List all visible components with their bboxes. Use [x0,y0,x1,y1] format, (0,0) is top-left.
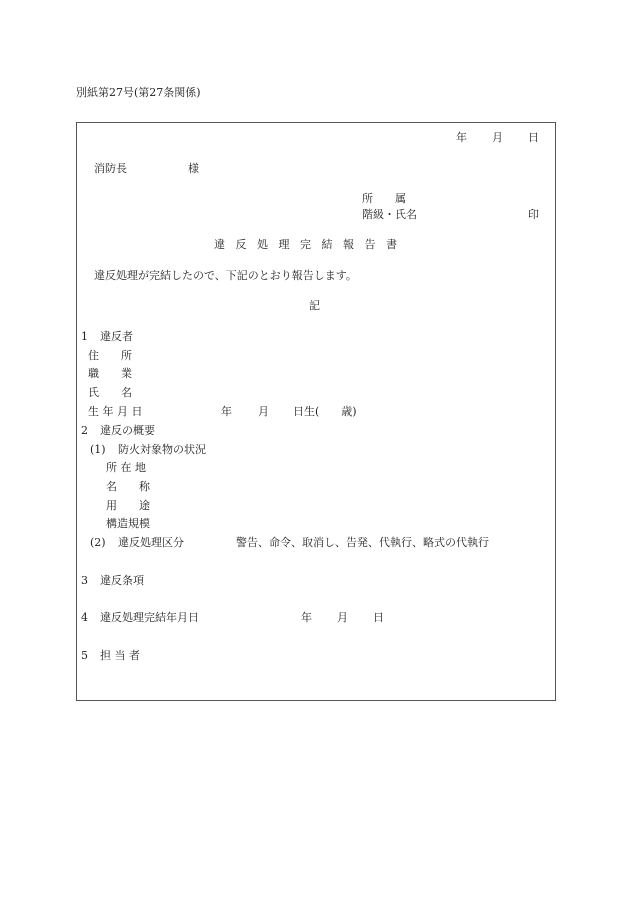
title-char: 反 [235,238,247,251]
subsection1-number: (1) [90,443,106,456]
birth-day-age-label: 日生( 歳) [293,405,357,418]
location-label: 所 在 地 [106,461,146,474]
completion-year-label: 年 [301,611,312,624]
section2-heading: 違反の概要 [100,424,155,437]
subsection2-label: 違反処理区分 [118,536,184,549]
completion-day-label: 日 [373,611,384,624]
title-char: 処 [257,238,268,251]
completion-month-label: 月 [337,611,348,624]
addressee-name: 消防長 [94,162,127,175]
occupation-label: 職 業 [88,367,132,380]
structure-label: 構造規模 [106,517,150,530]
address-label: 住 所 [88,349,132,362]
title-char: 理 [278,238,290,251]
section1-number: 1 [81,330,88,343]
person-name-label: 氏 名 [88,386,132,399]
intro-text: 違反処理が完結したので、下記のとおり報告します。 [94,269,357,282]
title-char: 書 [386,238,397,251]
rank-name-label: 階級・氏名 [362,208,417,221]
section1-heading: 違反者 [100,330,133,343]
title-char: 報 [343,238,354,251]
form-title [214,239,408,250]
date-day-label: 日 [528,131,539,144]
section3-heading: 違反条項 [100,574,144,587]
section3-number: 3 [81,574,88,587]
title-char: 違 [214,238,225,251]
title-char: 結 [321,238,333,251]
section5-heading: 担 当 者 [100,649,140,662]
birthdate-label: 生 年 月 日 [88,405,143,418]
addressee-honorific: 様 [188,162,199,175]
form-number: 別紙第27号(第27条関係) [76,86,201,99]
section5-number: 5 [81,649,88,662]
title-char: 完 [300,238,311,251]
affiliation-label: 所 属 [362,192,406,205]
disposition-options: 警告、命令、取消し、告発、代執行、略式の代執行 [236,536,489,549]
subsection2-number: (2) [90,536,106,549]
date-year-label: 年 [456,131,467,144]
seal-mark: 印 [528,208,539,221]
ki-heading: 記 [309,299,320,312]
section2-number: 2 [81,424,88,437]
title-char: 告 [364,238,376,251]
birth-year-label: 年 [221,405,232,418]
section4-number: 4 [81,611,88,624]
use-label: 用 途 [106,499,150,512]
subsection1-label: 防火対象物の状況 [118,443,206,456]
birth-month-label: 月 [258,405,269,418]
building-name-label: 名 称 [106,480,150,493]
section4-heading: 違反処理完結年月日 [100,611,199,624]
date-month-label: 月 [492,131,503,144]
